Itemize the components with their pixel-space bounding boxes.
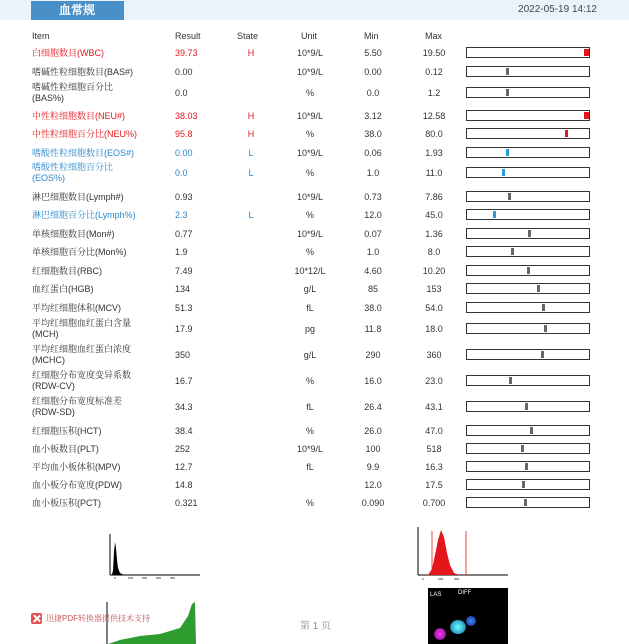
row-max-value: 7.86 (425, 192, 443, 202)
row-result-value: 95.8 (175, 129, 193, 139)
row-min-value: 1.0 (366, 168, 380, 178)
page-number: 第 1 页 (300, 621, 332, 632)
row-max-value: 1.2 (427, 88, 441, 98)
row-item-name: 红细胞压积(HCT) (32, 426, 102, 436)
las-axis-label: LAS (430, 592, 442, 598)
row-max-value: 18.0 (425, 324, 443, 334)
wbc-histogram-ticks (114, 576, 175, 580)
row-min-value: 0.06 (364, 148, 382, 158)
row-max-value: 45.0 (425, 210, 443, 220)
range-indicator-marker (542, 304, 545, 311)
row-result-value: 7.49 (175, 266, 193, 276)
range-indicator-marker (522, 481, 525, 488)
row-unit: fL (306, 303, 314, 313)
row-min-value: 11.8 (364, 324, 382, 334)
row-item-name: 中性粒细胞百分比(NEU%) (32, 129, 137, 139)
diff-plot-label: DIFF (458, 590, 472, 596)
range-indicator-bar (466, 265, 590, 276)
range-indicator-marker (524, 499, 527, 506)
range-indicator-bar (466, 110, 590, 121)
row-result-value: 134 (175, 284, 191, 294)
row-item-name: 嗜酸性粒细胞数目(EOS#) (32, 148, 135, 158)
range-indicator-marker (525, 403, 528, 410)
row-max-value: 1.36 (425, 229, 443, 239)
range-indicator-bar (466, 66, 590, 77)
row-result-value: 0.93 (175, 192, 193, 202)
range-indicator-marker (528, 230, 531, 237)
row-min-value: 12.0 (364, 210, 382, 220)
row-min-value: 38.0 (364, 303, 382, 313)
diff-scatterplot (428, 588, 508, 644)
range-indicator-bar (466, 461, 590, 472)
converter-logo-icon (31, 613, 42, 624)
row-max-value: 10.20 (422, 266, 446, 276)
range-indicator-bar (466, 349, 590, 360)
range-indicator-bar (466, 443, 590, 454)
row-max-value: 47.0 (425, 426, 443, 436)
range-indicator-bar (466, 375, 590, 386)
rbc-tick: 100 (438, 577, 444, 581)
range-indicator-bar (466, 283, 590, 294)
report-header (0, 0, 629, 20)
row-max-value: 0.700 (422, 498, 446, 508)
wbc-tick: 100 (128, 576, 134, 580)
range-indicator-bar (466, 209, 590, 220)
row-max-value: 54.0 (425, 303, 443, 313)
row-item-name: 平均红细胞血红蛋白含量 (MCH) (32, 318, 132, 339)
row-result-value: 0.00 (175, 67, 193, 77)
row-min-value: 85 (367, 284, 378, 294)
range-indicator-bar (466, 147, 590, 158)
row-min-value: 0.00 (364, 67, 382, 77)
row-unit: 10*9/L (296, 444, 324, 454)
row-unit: 10*9/L (296, 192, 324, 202)
range-indicator-marker (527, 267, 530, 274)
range-indicator-marker (565, 130, 568, 137)
row-min-value: 12.0 (364, 480, 382, 490)
row-result-value: 0.77 (175, 229, 193, 239)
row-unit: % (305, 210, 314, 220)
row-max-value: 80.0 (425, 129, 443, 139)
wbc-tick: 300 (156, 576, 162, 580)
range-indicator-marker (506, 149, 509, 156)
row-item-name: 红细胞数目(RBC) (32, 266, 102, 276)
range-indicator-bar (466, 87, 590, 98)
row-item-name: 中性粒细胞数目(NEU#) (32, 111, 126, 121)
col-result-header: Result (175, 31, 201, 41)
row-result-value: 17.9 (175, 324, 193, 334)
range-indicator-bar (466, 479, 590, 490)
row-unit: 10*9/L (296, 148, 324, 158)
row-unit: fL (306, 402, 314, 412)
row-unit: % (305, 376, 314, 386)
row-item-name: 单核细胞数目(Mon#) (32, 229, 115, 239)
row-min-value: 5.50 (364, 48, 382, 58)
row-state-flag: H (247, 111, 255, 121)
col-min-header: Min (364, 31, 379, 41)
row-result-value: 2.3 (175, 210, 188, 220)
range-indicator-bar (466, 425, 590, 436)
row-result-value: 252 (175, 444, 191, 454)
range-indicator-marker (584, 112, 589, 119)
row-max-value: 153 (426, 284, 442, 294)
row-max-value: 23.0 (425, 376, 443, 386)
row-min-value: 16.0 (364, 376, 382, 386)
row-result-value: 51.3 (175, 303, 193, 313)
row-max-value: 360 (426, 350, 442, 360)
row-unit: g/L (303, 350, 317, 360)
row-max-value: 43.1 (425, 402, 443, 412)
range-indicator-bar (466, 302, 590, 313)
wbc-tick: 0 (114, 576, 116, 580)
row-state-flag: L (248, 148, 254, 158)
row-state-flag: H (247, 48, 255, 58)
range-indicator-bar (466, 246, 590, 257)
row-max-value: 1.93 (425, 148, 443, 158)
rbc-tick: 0 (422, 577, 424, 581)
row-max-value: 8.0 (427, 247, 441, 257)
row-min-value: 4.60 (364, 266, 382, 276)
row-item-name: 血小板压积(PCT) (32, 498, 101, 508)
row-min-value: 0.090 (361, 498, 385, 508)
scatter-cluster-blue (466, 616, 476, 626)
rbc-tick: 200 (454, 577, 460, 581)
range-indicator-marker (544, 325, 547, 332)
range-indicator-marker (511, 248, 514, 255)
row-item-name: 红细胞分布宽度标准差 (RDW-SD) (32, 396, 123, 417)
range-indicator-marker (525, 463, 528, 470)
row-min-value: 290 (365, 350, 381, 360)
row-min-value: 38.0 (364, 129, 382, 139)
range-indicator-bar (466, 497, 590, 508)
row-item-name: 单核细胞百分比(Mon%) (32, 247, 127, 257)
row-min-value: 9.9 (366, 462, 380, 472)
row-min-value: 26.0 (364, 426, 382, 436)
row-unit: 10*9/L (296, 48, 324, 58)
row-result-value: 350 (175, 350, 191, 360)
rbc-histogram-ticks (422, 577, 459, 581)
range-indicator-bar (466, 323, 590, 334)
range-indicator-marker (521, 445, 524, 452)
report-datetime: 2022-05-19 14:12 (518, 4, 597, 15)
row-item-name: 嗜酸性粒细胞百分比 (EOS%) (32, 162, 114, 183)
rbc-histogram (408, 525, 518, 583)
row-result-value: 0.321 (175, 498, 198, 508)
range-indicator-marker (537, 285, 540, 292)
row-item-name: 淋巴细胞数目(Lymph#) (32, 192, 124, 202)
row-unit: 10*9/L (296, 111, 324, 121)
row-state-flag: L (248, 168, 254, 178)
col-state-header: State (237, 31, 259, 41)
row-item-name: 嗜碱性粒细胞百分比 (BAS%) (32, 82, 114, 103)
row-item-name: 嗜碱性粒细胞数目(BAS#) (32, 67, 134, 77)
wbc-histogram (100, 530, 210, 582)
range-indicator-bar (466, 228, 590, 239)
row-result-value: 1.9 (175, 247, 188, 257)
row-item-name: 血小板数目(PLT) (32, 444, 99, 454)
row-min-value: 3.12 (364, 111, 382, 121)
range-indicator-bar (466, 167, 590, 178)
range-indicator-bar (466, 191, 590, 202)
row-result-value: 34.3 (175, 402, 193, 412)
wbc-histogram-axes (110, 534, 200, 575)
range-indicator-bar (466, 401, 590, 412)
range-indicator-marker (502, 169, 505, 176)
row-unit: % (305, 247, 314, 257)
range-indicator-marker (508, 193, 511, 200)
row-max-value: 11.0 (425, 168, 443, 178)
wbc-histogram-curve (112, 542, 124, 575)
watermark (31, 613, 150, 624)
rbc-histogram-axes (418, 527, 508, 575)
row-min-value: 1.0 (366, 247, 380, 257)
row-unit: % (305, 88, 314, 98)
row-state-flag: L (248, 210, 254, 220)
row-unit: % (305, 168, 314, 178)
wbc-tick: 200 (142, 576, 148, 580)
scatter-cluster-magenta (434, 628, 446, 640)
row-min-value: 0.07 (364, 229, 382, 239)
wbc-tick: 400 (170, 576, 176, 580)
row-min-value: 0.73 (364, 192, 382, 202)
row-unit: 10*9/L (296, 67, 324, 77)
row-max-value: 16.3 (425, 462, 443, 472)
range-indicator-bar (466, 128, 590, 139)
row-result-value: 14.8 (175, 480, 193, 490)
watermark-text: 迅捷PDF转换器提供技术支持 (46, 614, 150, 623)
row-item-name: 红细胞分布宽度变异系数 (RDW-CV) (32, 370, 132, 391)
row-unit: pg (304, 324, 315, 334)
row-min-value: 100 (365, 444, 381, 454)
row-result-value: 38.4 (175, 426, 193, 436)
row-unit: g/L (303, 284, 317, 294)
report-title-tab[interactable]: 血常规 (31, 1, 124, 20)
row-item-name: 淋巴细胞百分比(Lymph%) (32, 210, 136, 220)
row-result-value: 16.7 (175, 376, 193, 386)
row-item-name: 血红蛋白(HGB) (32, 284, 94, 294)
row-result-value: 39.73 (175, 48, 198, 58)
row-result-value: 0.0 (175, 88, 188, 98)
col-max-header: Max (425, 31, 443, 41)
row-item-name: 血小板分布宽度(PDW) (32, 480, 122, 490)
scatter-cluster-cyan (450, 620, 466, 634)
range-indicator-marker (530, 427, 533, 434)
range-indicator-marker (506, 68, 509, 75)
range-indicator-marker (541, 351, 544, 358)
row-item-name: 平均红细胞血红蛋白浓度 (MCHC) (32, 344, 132, 365)
row-unit: % (305, 426, 314, 436)
col-unit-header: Unit (301, 31, 318, 41)
range-indicator-bar (466, 47, 590, 58)
rbc-histogram-curve (428, 530, 460, 575)
row-unit: % (305, 129, 314, 139)
range-indicator-marker (584, 49, 589, 56)
row-result-value: 0.00 (175, 148, 193, 158)
row-min-value: 0.0 (366, 88, 380, 98)
row-min-value: 26.4 (364, 402, 382, 412)
row-item-name: 平均红细胞体积(MCV) (32, 303, 121, 313)
row-unit: % (305, 498, 314, 508)
row-unit: fL (306, 462, 314, 472)
range-indicator-marker (493, 211, 496, 218)
row-max-value: 0.12 (425, 67, 443, 77)
row-max-value: 12.58 (422, 111, 446, 121)
row-max-value: 19.50 (422, 48, 446, 58)
row-state-flag: H (247, 129, 255, 139)
row-max-value: 17.5 (425, 480, 443, 490)
row-max-value: 518 (426, 444, 442, 454)
row-unit: 10*9/L (296, 229, 324, 239)
row-item-name: 白细胞数目(WBC) (32, 48, 104, 58)
row-result-value: 38.03 (175, 111, 198, 121)
row-result-value: 12.7 (175, 462, 193, 472)
col-item-header: Item (32, 31, 50, 41)
range-indicator-marker (509, 377, 512, 384)
row-unit: 10*12/L (294, 266, 326, 276)
row-item-name: 平均血小板体积(MPV) (32, 462, 121, 472)
row-result-value: 0.0 (175, 168, 188, 178)
range-indicator-marker (506, 89, 509, 96)
